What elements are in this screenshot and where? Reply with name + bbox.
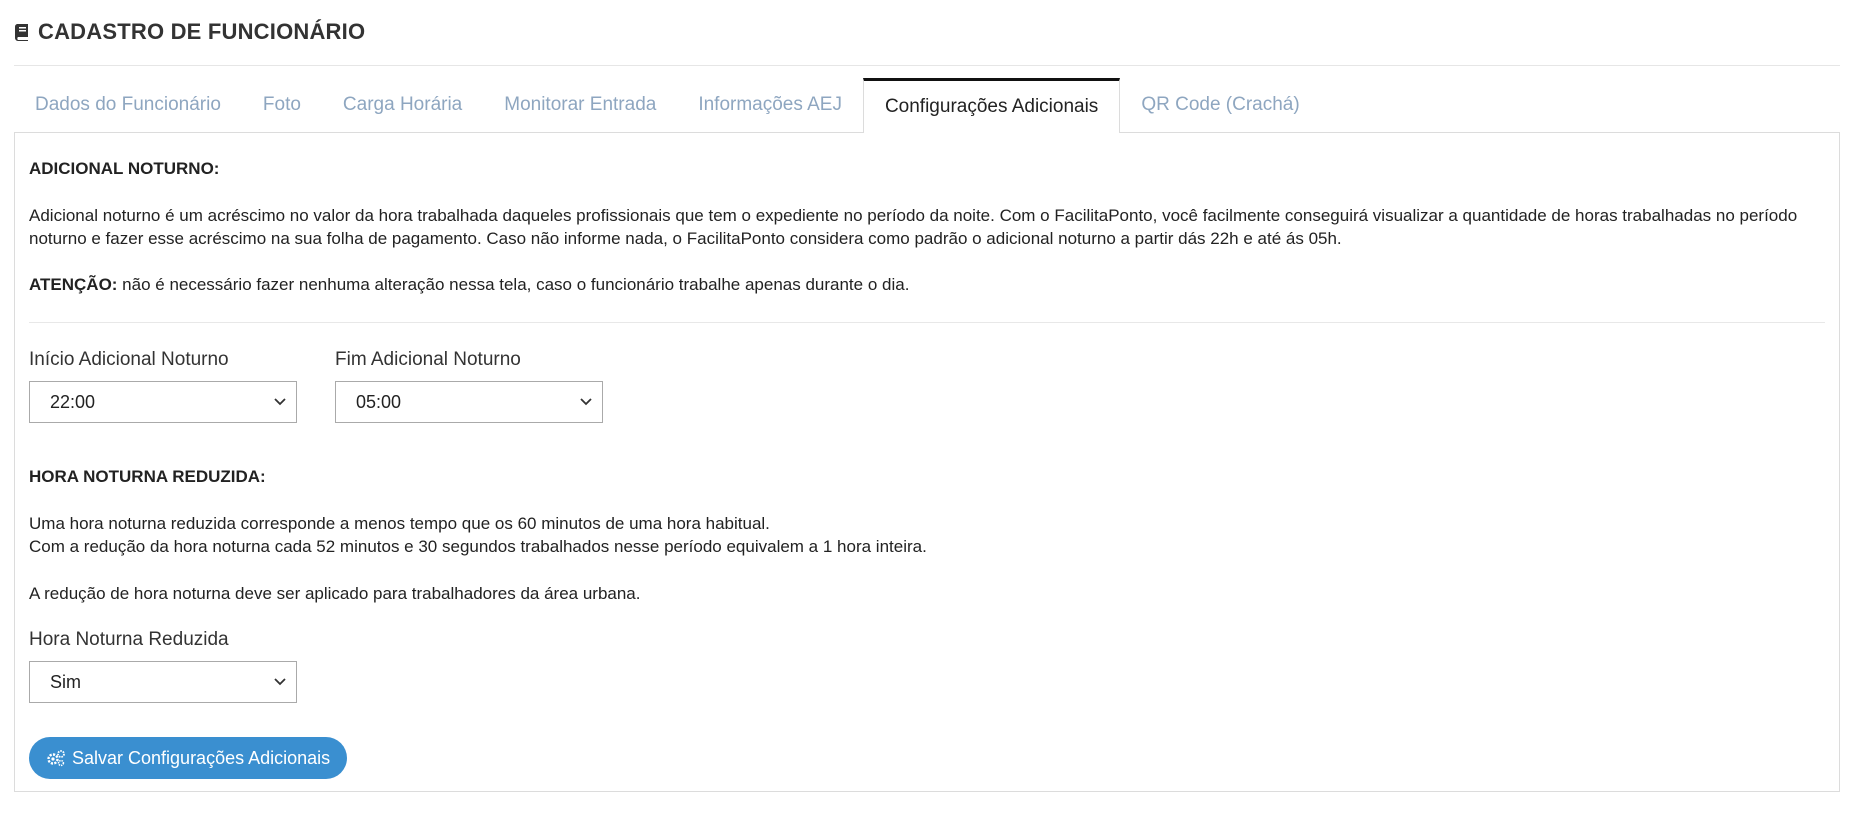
inicio-adicional-label: Início Adicional Noturno	[29, 349, 229, 370]
fim-adicional-value: 05:00	[356, 391, 402, 412]
attention-text: não é necessário fazer nenhuma alteração nessa tela, caso o funcionário trabalhe apenas durante o dia.	[117, 275, 910, 294]
chevron-down-icon	[274, 398, 286, 406]
description-line-2: noturno e fazer esse acréscimo na sua folha de pagamento. Caso não informe nada, o FacilitaPonto considera como padrão o adicional noturno a partir dás 22h e até ás 05h.	[29, 229, 1342, 248]
inicio-adicional-field	[29, 349, 297, 423]
page-title: CADASTRO DE FUNCIONÁRIO	[38, 19, 366, 44]
chevron-down-icon	[580, 398, 592, 406]
hora-noturna-select[interactable]	[29, 661, 297, 703]
attention-label: ATENÇÃO:	[29, 275, 118, 294]
hora-noturna-line-2: Com a redução da hora noturna cada 52 minutos e 30 segundos trabalhados nesse período equivalem a 1 hora inteira.	[29, 537, 927, 556]
tab-panel	[14, 132, 1840, 792]
save-button-label: Salvar Configurações Adicionais	[72, 747, 331, 768]
chevron-down-icon	[274, 678, 286, 686]
hora-noturna-title: HORA NOTURNA REDUZIDA:	[29, 467, 266, 486]
hora-noturna-line-1: Uma hora noturna reduzida corresponde a menos tempo que os 60 minutos de uma hora habitual.	[29, 514, 770, 533]
fim-adicional-field	[335, 349, 603, 423]
fim-adicional-select[interactable]	[335, 381, 603, 423]
gears-icon	[46, 749, 66, 767]
tab-foto[interactable]: Foto	[262, 94, 301, 115]
tab-carga-horaria[interactable]: Carga Horária	[342, 94, 463, 115]
hora-noturna-label: Hora Noturna Reduzida	[29, 629, 229, 650]
description-line-1: Adicional noturno é um acréscimo no valor da hora trabalhada daqueles profissionais que tem o expediente no período da noite. Com o FacilitaPonto, você facilmente conseguirá visualizar a quantidade de horas trabalhadas no período	[29, 206, 1798, 225]
header-divider	[14, 65, 1840, 66]
book-icon	[14, 23, 30, 41]
inicio-adicional-select[interactable]	[29, 381, 297, 423]
tab-dados-funcionario[interactable]: Dados do Funcionário	[35, 94, 221, 115]
attention-note	[29, 273, 1825, 296]
tab-bar	[14, 78, 1840, 133]
tab-informacoes-aej[interactable]: Informações AEJ	[698, 94, 842, 115]
inicio-adicional-value: 22:00	[50, 391, 96, 412]
fim-adicional-label: Fim Adicional Noturno	[335, 349, 521, 370]
adicional-noturno-title: ADICIONAL NOTURNO:	[29, 159, 220, 178]
hora-noturna-description	[29, 512, 1825, 558]
tab-configuracoes-adicionais[interactable]: Configurações Adicionais	[863, 78, 1120, 133]
save-button[interactable]	[29, 737, 347, 779]
tab-monitorar-entrada[interactable]: Monitorar Entrada	[504, 94, 657, 115]
tab-qr-code[interactable]: QR Code (Crachá)	[1141, 94, 1300, 115]
hora-noturna-value: Sim	[50, 671, 81, 692]
hora-noturna-field	[29, 629, 297, 703]
hora-noturna-note: A redução de hora noturna deve ser aplicado para trabalhadores da área urbana.	[29, 584, 641, 603]
adicional-noturno-description	[29, 204, 1825, 250]
page-header	[14, 14, 365, 50]
section-divider	[29, 322, 1825, 323]
